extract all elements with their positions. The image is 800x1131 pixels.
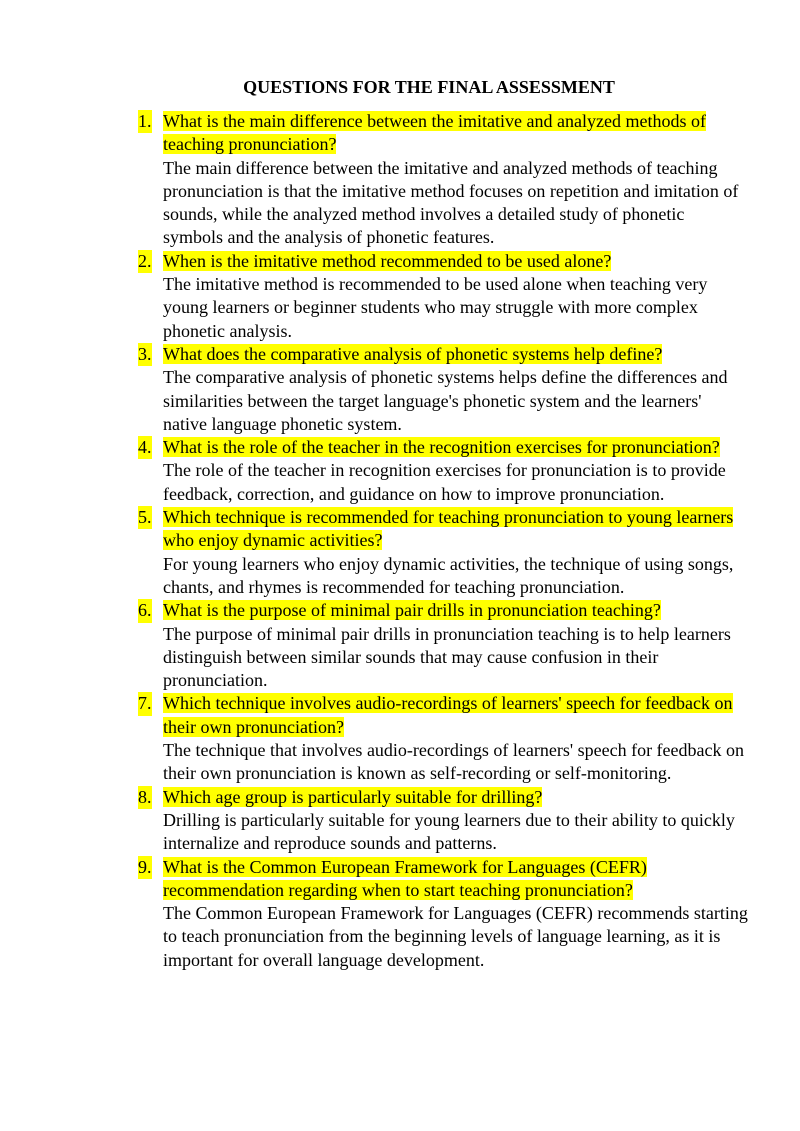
question-text — [163, 110, 748, 157]
question-text — [163, 786, 748, 809]
answer-text: The purpose of minimal pair drills in pronunciation teaching is to help learners distinguish between similar sounds that may cause confusion in their pronunciation. — [163, 623, 731, 691]
list-item — [138, 110, 748, 250]
question-highlight: What is the Common European Framework for Languages (CEFR) recommendation regarding when to start teaching pronunciation? — [163, 856, 647, 900]
question-number: 4. — [138, 436, 152, 459]
answer-text: The comparative analysis of phonetic systems helps define the differences and similarities between the target language's phonetic system and the learners' native language phonetic system. — [163, 367, 728, 434]
answer-text: The Common European Framework for Languages (CEFR) recommends starting to teach pronunciation from the beginning levels of language learning, as it is important for overall language development. — [163, 903, 748, 970]
list-item — [138, 343, 748, 436]
question-number: 1. — [138, 110, 152, 133]
list-item — [138, 250, 748, 343]
list-item — [138, 436, 748, 506]
question-number: 5. — [138, 506, 152, 529]
question-text — [163, 599, 748, 622]
question-text — [163, 436, 748, 459]
question-highlight: Which age group is particularly suitable for drilling? — [163, 786, 543, 807]
answer-text: The main difference between the imitative and analyzed methods of teaching pronunciation is that the imitative method focuses on repetition and imitation of sounds, while the analyzed method involves a detailed study of phonetic symbols and the analysis of phonetic features. — [163, 157, 739, 248]
question-number: 9. — [138, 856, 152, 879]
list-item — [138, 856, 748, 972]
question-text — [163, 506, 748, 553]
question-highlight: What is the role of the teacher in the recognition exercises for pronunciation? — [163, 437, 720, 458]
question-highlight: Which technique involves audio-recordings of learners' speech for feedback on their own pronunciation? — [163, 693, 733, 737]
question-text — [163, 856, 748, 903]
question-text — [163, 692, 748, 739]
question-text — [163, 343, 748, 366]
page-title: QUESTIONS FOR THE FINAL ASSESSMENT — [243, 77, 615, 97]
answer-text: For young learners who enjoy dynamic activities, the technique of using songs, chants, and rhymes is recommended for teaching pronunciation. — [163, 553, 734, 597]
list-item — [138, 599, 748, 692]
question-highlight: Which technique is recommended for teaching pronunciation to young learners who enjoy dynamic activities? — [163, 507, 734, 551]
answer-text: The role of the teacher in recognition exercises for pronunciation is to provide feedback, correction, and guidance on how to improve pronunciation. — [163, 460, 726, 504]
question-number: 3. — [138, 343, 152, 366]
question-number: 7. — [138, 692, 152, 715]
question-number: 6. — [138, 599, 152, 622]
question-highlight: What is the purpose of minimal pair drills in pronunciation teaching? — [163, 600, 661, 621]
answer-text: Drilling is particularly suitable for young learners due to their ability to quickly internalize and reproduce sounds and patterns. — [163, 809, 735, 854]
question-highlight: What is the main difference between the imitative and analyzed methods of teaching pronunciation? — [163, 111, 706, 155]
question-highlight: When is the imitative method recommended to be used alone? — [163, 250, 612, 271]
question-text — [163, 250, 748, 273]
list-item — [138, 692, 748, 785]
answer-text: The technique that involves audio-recordings of learners' speech for feedback on their own pronunciation is known as self-recording or self-monitoring. — [163, 740, 745, 784]
question-highlight: What does the comparative analysis of phonetic systems help define? — [163, 343, 663, 364]
list-item — [138, 786, 748, 856]
question-list — [138, 110, 748, 972]
answer-text: The imitative method is recommended to be used alone when teaching very young learners or beginner students who may struggle with more complex phonetic analysis. — [163, 274, 708, 341]
question-number: 2. — [138, 250, 152, 273]
question-number: 8. — [138, 786, 152, 809]
list-item — [138, 506, 748, 599]
